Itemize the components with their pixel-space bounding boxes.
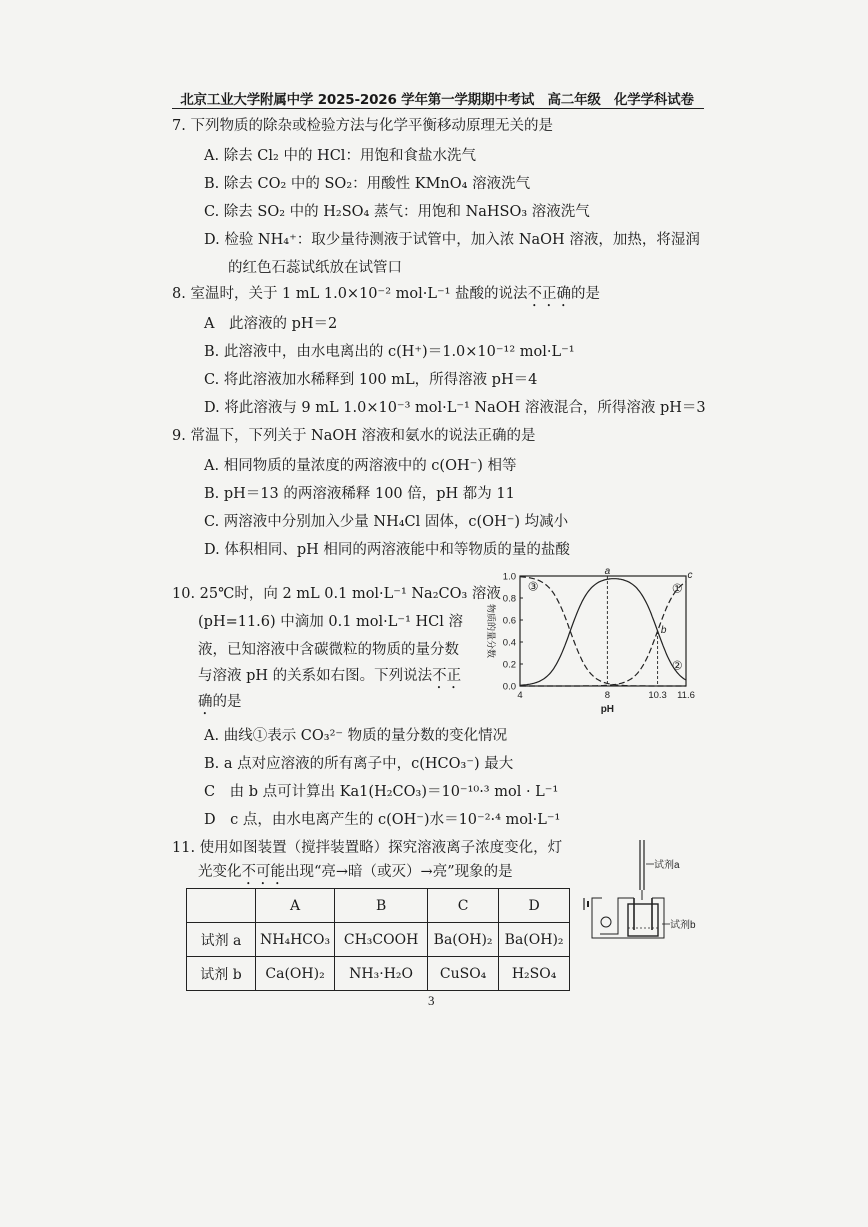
q9-option-b: B. pH＝13 的两溶液稀释 100 倍，pH 都为 11 xyxy=(204,486,515,502)
table-header-cell: A xyxy=(256,889,335,923)
q10-stem-line5 xyxy=(198,692,242,718)
point-a-label: a xyxy=(604,566,611,577)
lamp xyxy=(601,917,611,927)
q9-option-a: A. 相同物质的量浓度的两溶液中的 c(OH⁻) 相等 xyxy=(204,458,517,474)
reagent-b-label: 试剂b xyxy=(670,920,696,931)
x-tick-label: 8 xyxy=(604,690,611,701)
q10-stem-line5-emphasis: 确 xyxy=(198,694,213,710)
q10-option-c: C 由 b 点可计算出 Ka1(H₂CO₃)＝10⁻¹⁰·³ mol · L⁻¹ xyxy=(204,784,559,800)
table-row xyxy=(187,957,570,991)
header-rule xyxy=(172,108,704,109)
table-header-row xyxy=(187,889,570,923)
fraction-ph-chart xyxy=(468,562,708,724)
q9-stem: 9. 常温下，下列关于 NaOH 溶液和氨水的说法正确的是 xyxy=(172,428,536,444)
table-header-cell: B xyxy=(335,889,428,923)
table-cell: NH₃·H₂O xyxy=(335,957,428,991)
y-axis-label: 物质的量分数 xyxy=(486,603,496,659)
table-row xyxy=(187,923,570,957)
x-tick-label: 4 xyxy=(517,690,523,701)
table-header-cell: C xyxy=(428,889,499,923)
table-cell: CuSO₄ xyxy=(428,957,499,991)
reagent-a-label: 试剂a xyxy=(654,860,680,871)
q7-option-d-line1: D. 检验 NH₄⁺：取少量待测液于试管中，加入浓 NaOH 溶液，加热，将湿润 xyxy=(204,232,700,248)
q11-stem-line1: 11. 使用如图装置（搅拌装置略）探究溶液离子浓度变化，灯 xyxy=(172,840,563,856)
y-tick-label: 0.6 xyxy=(502,615,516,627)
q7-option-a: A. 除去 Cl₂ 中的 HCl：用饱和食盐水洗气 xyxy=(204,148,476,164)
q9-option-d: D. 体积相同、pH 相同的两溶液能中和等物质的量的盐酸 xyxy=(204,542,570,558)
q9-option-c: C. 两溶液中分别加入少量 NH₄Cl 固体，c(OH⁻) 均减小 xyxy=(204,514,569,530)
y-tick-label: 0.4 xyxy=(502,637,516,649)
chart-layer xyxy=(486,566,695,715)
table-header-cell xyxy=(187,889,256,923)
q8-option-b: B. 此溶液中，由水电离出的 c(H⁺)＝1.0×10⁻¹² mol·L⁻¹ xyxy=(204,344,575,360)
table-cell: 试剂 a xyxy=(187,923,256,957)
table-cell: 试剂 b xyxy=(187,957,256,991)
table-header-cell: D xyxy=(499,889,570,923)
table-cell: Ca(OH)₂ xyxy=(256,957,335,991)
y-tick-label: 0.8 xyxy=(502,593,516,605)
table-cell: NH₄HCO₃ xyxy=(256,923,335,957)
q8-stem-pre: 8. 室温时，关于 1 mL 1.0×10⁻² mol·L⁻¹ 盐酸的说法 xyxy=(172,286,528,302)
q11-stem-line2-post: 出现“亮→暗（或灭）→亮”现象的是 xyxy=(285,864,513,880)
q8-stem xyxy=(172,284,600,310)
table-cell: CH₃COOH xyxy=(335,923,428,957)
q10-stem-line1: 10. 25℃时，向 2 mL 0.1 mol·L⁻¹ Na₂CO₃ 溶液 xyxy=(172,586,501,602)
reagent-table xyxy=(186,888,570,991)
x-tick-label: 11.6 xyxy=(677,690,695,701)
q7-option-d-line2: 的红色石蕊试纸放在试管口 xyxy=(228,260,402,276)
x-axis-label: pH xyxy=(600,704,615,715)
q10-option-d: D c 点，由水电离产生的 c(OH⁻)水＝10⁻²·⁴ mol·L⁻¹ xyxy=(204,812,561,828)
q10-stem-line2: (pH=11.6) 中滴加 0.1 mol·L⁻¹ HCl 溶 xyxy=(198,614,463,630)
q7-option-c: C. 除去 SO₂ 中的 H₂SO₄ 蒸气：用饱和 NaHSO₃ 溶液洗气 xyxy=(204,204,590,220)
q10-stem-line3: 液，已知溶液中含碳微粒的物质的量分数 xyxy=(198,642,459,658)
q10-stem-line5-post: 的是 xyxy=(212,694,242,710)
page-number: 3 xyxy=(428,993,435,1008)
q11-stem-line2-emphasis: 不可能 xyxy=(241,864,285,880)
table-cell: Ba(OH)₂ xyxy=(428,923,499,957)
q10-stem-line4-emphasis: 不正 xyxy=(432,668,462,684)
q8-option-d: D. 将此溶液与 9 mL 1.0×10⁻³ mol·L⁻¹ NaOH 溶液混合，所得溶液 pH＝3 xyxy=(204,400,706,416)
beaker xyxy=(628,904,658,936)
q10-stem-line4-pre: 与溶液 pH 的关系如右图。下列说法 xyxy=(198,668,433,684)
q8-option-a: A 此溶液的 pH＝2 xyxy=(204,316,338,332)
conductivity-apparatus xyxy=(578,838,708,950)
q10-stem-line4 xyxy=(198,666,461,692)
q10-option-b: B. a 点对应溶液的所有离子中，c(HCO₃⁻) 最大 xyxy=(204,756,514,772)
point-b-label: b xyxy=(660,625,667,636)
table-cell: Ba(OH)₂ xyxy=(499,923,570,957)
y-tick-label: 0.2 xyxy=(502,659,516,671)
q10-option-a: A. 曲线①表示 CO₃²⁻ 物质的量分数的变化情况 xyxy=(204,728,508,744)
series-3-label: ③ xyxy=(527,579,539,594)
q8-option-c: C. 将此溶液加水稀释到 100 mL，所得溶液 pH＝4 xyxy=(204,372,538,388)
y-tick-label: 0.0 xyxy=(502,681,516,693)
series-2-label: ② xyxy=(671,658,683,673)
q8-stem-post: 的是 xyxy=(571,286,601,302)
q7-option-b: B. 除去 CO₂ 中的 SO₂：用酸性 KMnO₄ 溶液洗气 xyxy=(204,176,531,192)
series-1-label: ① xyxy=(671,581,683,596)
x-tick-label: 10.3 xyxy=(648,690,667,701)
q8-stem-emphasis: 不正确 xyxy=(527,286,572,302)
y-tick-label: 1.0 xyxy=(502,571,516,583)
q11-stem-line2 xyxy=(198,862,513,888)
table-cell: H₂SO₄ xyxy=(499,957,570,991)
exam-header: 北京工业大学附属中学 2025-2026 学年第一学期期中考试 高二年级 化学学科试卷 xyxy=(180,92,694,108)
point-c-label: c xyxy=(687,570,693,581)
q11-stem-line2-pre: 光变化 xyxy=(198,864,242,880)
q7-stem: 7. 下列物质的除杂或检验方法与化学平衡移动原理无关的是 xyxy=(172,118,553,134)
